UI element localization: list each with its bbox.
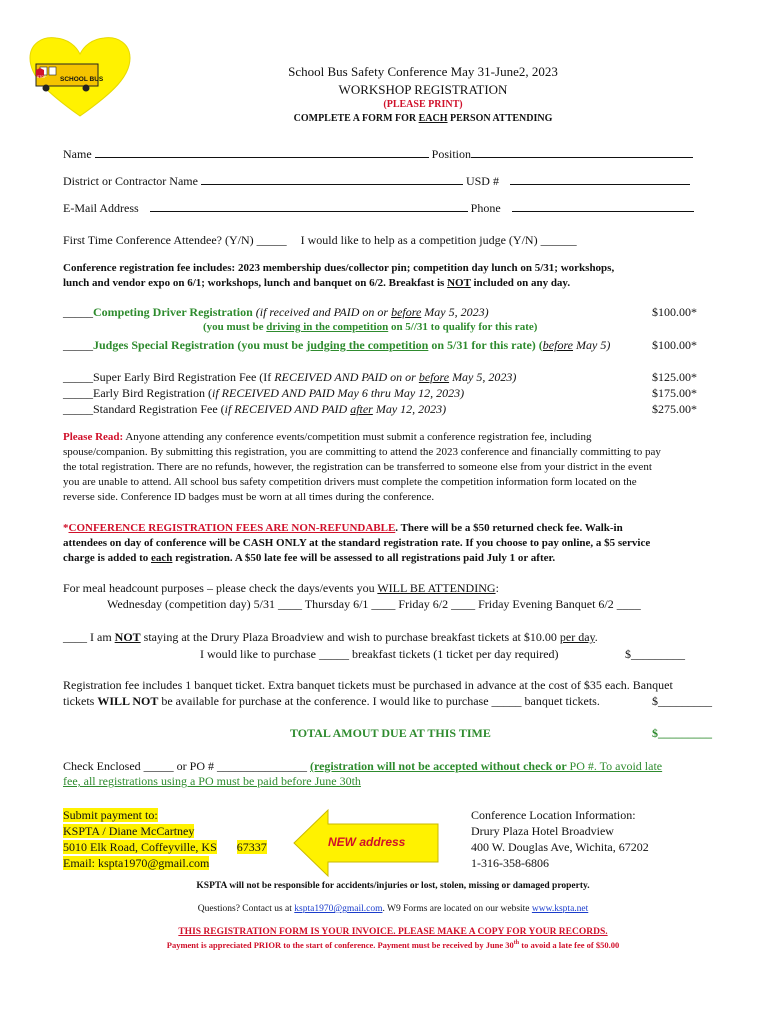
please-read-line5: reverse side. Conference ID badges must be worn at all times during the conference. (63, 491, 435, 503)
competing-price: $100.00* (652, 305, 697, 319)
check-green-b: (registration will not be accepted without check or (309, 759, 570, 773)
banquet-will-not: WILL NOT (97, 694, 159, 708)
breakfast-line2[interactable]: I would like to purchase _____ breakfast tickets (1 ticket per day required) (200, 647, 559, 661)
complete-b: PERSON ATTENDING (447, 113, 553, 124)
page-subtitle: WORKSHOP REGISTRATION (338, 82, 508, 97)
std-i1: if RECEIVED AND PAID (224, 402, 351, 416)
banquet-2b: be available for purchase at the conference. I would like to purchase _____ banquet tickets. (158, 694, 600, 708)
fee-includes-line2 (63, 277, 570, 289)
location-l3: 400 W. Douglas Ave, Wichita, 67202 (471, 840, 649, 854)
payment-deadline-note (0, 940, 770, 950)
first-time-field[interactable]: First Time Conference Attendee? (Y/N) _____ (63, 233, 287, 247)
fee-includes-2a: lunch and vendor expo on 6/1; workshops, lunch and banquet on 6/2. Breakfast is (63, 277, 448, 289)
logo-stop-text: STOP (37, 75, 47, 79)
phone-label: Phone (470, 201, 501, 215)
banquet-amount[interactable]: $_________ (652, 694, 712, 708)
nonrefund-red: CONFERENCE REGISTRATION FEES ARE NON-REFUNDABLE (68, 522, 396, 534)
position-field[interactable] (471, 146, 693, 158)
payment-email: Email: kspta1970@gmail.com (63, 856, 210, 870)
usd-label: USD # (465, 174, 499, 188)
breakfast-1u: per day (559, 630, 595, 644)
fee-includes-not: NOT (447, 277, 471, 289)
email-field[interactable] (150, 200, 468, 212)
district-field[interactable] (201, 173, 463, 185)
new-address-arrow (292, 808, 442, 878)
new-address-label: NEW address (328, 835, 406, 849)
meals-1a: For meal headcount purposes – please check the days/events you (63, 581, 378, 595)
location-l1: Conference Location Information: (471, 808, 636, 822)
breakfast-not: NOT (114, 630, 141, 644)
first-time-row (63, 233, 577, 248)
judges-blank: _____ (63, 338, 93, 352)
early-i: if RECEIVED AND PAID May 6 thru May 12, 2023) (211, 386, 465, 400)
website-link[interactable]: www.kspta.net (531, 904, 589, 914)
position-label: Position (431, 147, 472, 161)
payment-l3: 5010 Elk Road, Coffeyville, KS (63, 840, 217, 854)
competing-driver-option[interactable] (63, 305, 489, 320)
early-a: _____Early Bird Registration ( (63, 386, 212, 400)
std-i2: May 12, 2023) (372, 402, 447, 416)
logo-text: SCHOOL BUS (60, 76, 104, 83)
questions-a: Questions? Contact us at (197, 904, 295, 914)
check-green-c: PO #. To avoid late (569, 759, 663, 773)
please-read-line1 (63, 431, 591, 443)
competing-blank: _____ (63, 305, 93, 319)
location-phone: 1-316-358-6806 (471, 856, 549, 870)
invoice-text: THIS REGISTRATION FORM IS YOUR INVOICE. PLEASE MAKE A COPY FOR YOUR RECORDS. (178, 927, 608, 937)
judges-before: before (542, 338, 574, 352)
invoice-note (0, 927, 770, 937)
name-label: Name (63, 147, 92, 161)
total-label: TOTAL AMOUT DUE AT THIS TIME (290, 726, 491, 740)
nonrefund-line3 (63, 552, 555, 564)
competing-label: Competing Driver Registration (93, 305, 253, 319)
location-block (471, 807, 649, 871)
phone-field[interactable] (512, 200, 694, 212)
early-price: $175.00* (652, 386, 697, 400)
name-row (63, 146, 693, 162)
super-i1: RECEIVED AND PAID on or (274, 370, 419, 384)
standard-price: $275.00* (652, 402, 697, 416)
payment-l3b: 67337 (236, 840, 267, 854)
district-row (63, 173, 690, 189)
nonrefund-each: each (151, 552, 173, 564)
breakfast-1c: . (594, 630, 598, 644)
liability-end: . (587, 881, 590, 891)
page-title: School Bus Safety Conference May 31-June2, 2023 (288, 64, 558, 79)
fee-includes-2b: included on any day. (470, 277, 571, 289)
please-read-1: Anyone attending any conference events/competition must submit a conference registration fee, including (123, 431, 592, 443)
nonrefund-line2: attendees on day of conference will be CASH ONLY at the standard registration rate. If you choose to pay online, a $5 service (63, 537, 651, 549)
super-a: _____Super Early Bird Registration Fee (If (63, 370, 275, 384)
early-bird-option[interactable] (63, 386, 464, 401)
meals-1b: : (495, 581, 499, 595)
judges-price: $100.00* (652, 338, 697, 352)
judges-c: May 5) (573, 338, 611, 352)
banquet-line1: Registration fee includes 1 banquet ticket. Extra banquet tickets must be purchased in advance at the cost of $35 each. Banquet (63, 678, 673, 692)
district-label: District or Contractor Name (63, 174, 198, 188)
competing-note-u: driving in the competition (266, 321, 389, 333)
payment-l1: Submit payment to: (63, 808, 158, 822)
judge-field[interactable]: I would like to help as a competition judge (Y/N) ______ (300, 233, 577, 247)
payment-deadline-sup: th (513, 940, 520, 947)
please-read-line3: the total registration. There are no refunds, however, the registration can be transferred to someone else from your district in the event (63, 461, 652, 473)
email-label: E-Mail Address (63, 201, 139, 215)
liability-text: KSPTA will not be responsible for accidents/injuries or lost, stolen, missing or damaged property (196, 881, 588, 891)
super-early-option[interactable] (63, 370, 516, 385)
complete-a: COMPLETE A FORM FOR (293, 113, 419, 124)
questions-line (0, 904, 770, 914)
check-line1[interactable] (63, 759, 662, 774)
judges-b: on 5/31 for this rate) ( (428, 338, 543, 352)
check-a: Check Enclosed _____ or PO # _______________ (63, 759, 310, 773)
std-after: after (350, 402, 373, 416)
payment-block (63, 807, 267, 871)
standard-option[interactable] (63, 402, 446, 417)
breakfast-1a: ____ I am (63, 630, 115, 644)
competing-cond-b: May 5, 2023) (421, 305, 489, 319)
nonrefund-3a: charge is added to (63, 552, 151, 564)
nonrefund-1b: . There will be a $50 returned check fee. Walk-in (395, 522, 623, 534)
liability-note (0, 881, 770, 891)
judges-option[interactable] (63, 338, 610, 353)
breakfast-amount[interactable]: $_________ (625, 647, 685, 661)
judges-u: judging the competition (306, 338, 429, 352)
complete-each: EACH (418, 113, 448, 124)
please-print: (PLEASE PRINT) (383, 99, 463, 110)
super-price: $125.00* (652, 370, 697, 384)
super-i2: May 5, 2023) (449, 370, 517, 384)
competing-cond-before: before (391, 305, 422, 319)
complete-form-note (0, 113, 770, 124)
nonrefund-line1 (63, 522, 623, 534)
questions-email-link[interactable]: kspta1970@gmail.com (294, 904, 383, 914)
banquet-2a: tickets (63, 694, 98, 708)
fee-includes-line1: Conference registration fee includes: 2023 membership dues/collector pin; competition day lunch on 5/31; workshops, (63, 262, 615, 274)
super-before: before (418, 370, 450, 384)
payment-l2: KSPTA / Diane McCartney (63, 824, 195, 838)
nonrefund-3b: registration. A $50 late fee will be assessed to all registrations paid July 1 or after. (172, 552, 556, 564)
competing-note-b: on 5//31 to qualify for this rate) (388, 321, 538, 333)
breakfast-line1[interactable] (63, 630, 598, 645)
meals-days-line[interactable]: Wednesday (competition day) 5/31 ____ Thursday 6/1 ____ Friday 6/2 ____ Friday Evening Banquet 6/2 ____ (107, 597, 641, 611)
please-read-line2: spouse/companion. By submitting this registration, you are committing to attend the 2023 conference and financially committing to pay (63, 446, 661, 458)
meals-1u: WILL BE ATTENDING (377, 581, 496, 595)
questions-b: . W9 Forms are located on our website (382, 904, 532, 914)
breakfast-1b: staying at the Drury Plaza Broadview and wish to purchase breakfast tickets at $10.00 (140, 630, 560, 644)
competing-note-a: (you must be (203, 321, 267, 333)
payment-deadline-a: Payment is appreciated PRIOR to the start of conference. Payment must be received by June 30 (166, 940, 514, 950)
banquet-line2[interactable] (63, 694, 600, 709)
meals-line1 (63, 581, 499, 596)
location-l2: Drury Plaza Hotel Broadview (471, 824, 614, 838)
name-field[interactable] (95, 146, 429, 158)
judges-a: Judges Special Registration (you must be (93, 338, 307, 352)
competing-cond-a: (if received and PAID on or (252, 305, 392, 319)
please-read-label: Please Read: (63, 431, 124, 443)
competing-note (203, 321, 537, 333)
check-line2: fee, all registrations using a PO must be paid before June 30th (63, 774, 361, 788)
usd-field[interactable] (510, 173, 690, 185)
std-a: _____Standard Registration Fee ( (63, 402, 225, 416)
total-amount[interactable]: $_________ (652, 726, 712, 740)
email-row (63, 200, 694, 216)
please-read-line4: you are unable to attend. All school bus safety competition drivers must complete the competition information form located on the (63, 476, 637, 488)
payment-deadline-b: to avoid a late fee of $50.00 (519, 940, 620, 950)
nonrefund-star: * (63, 522, 69, 534)
